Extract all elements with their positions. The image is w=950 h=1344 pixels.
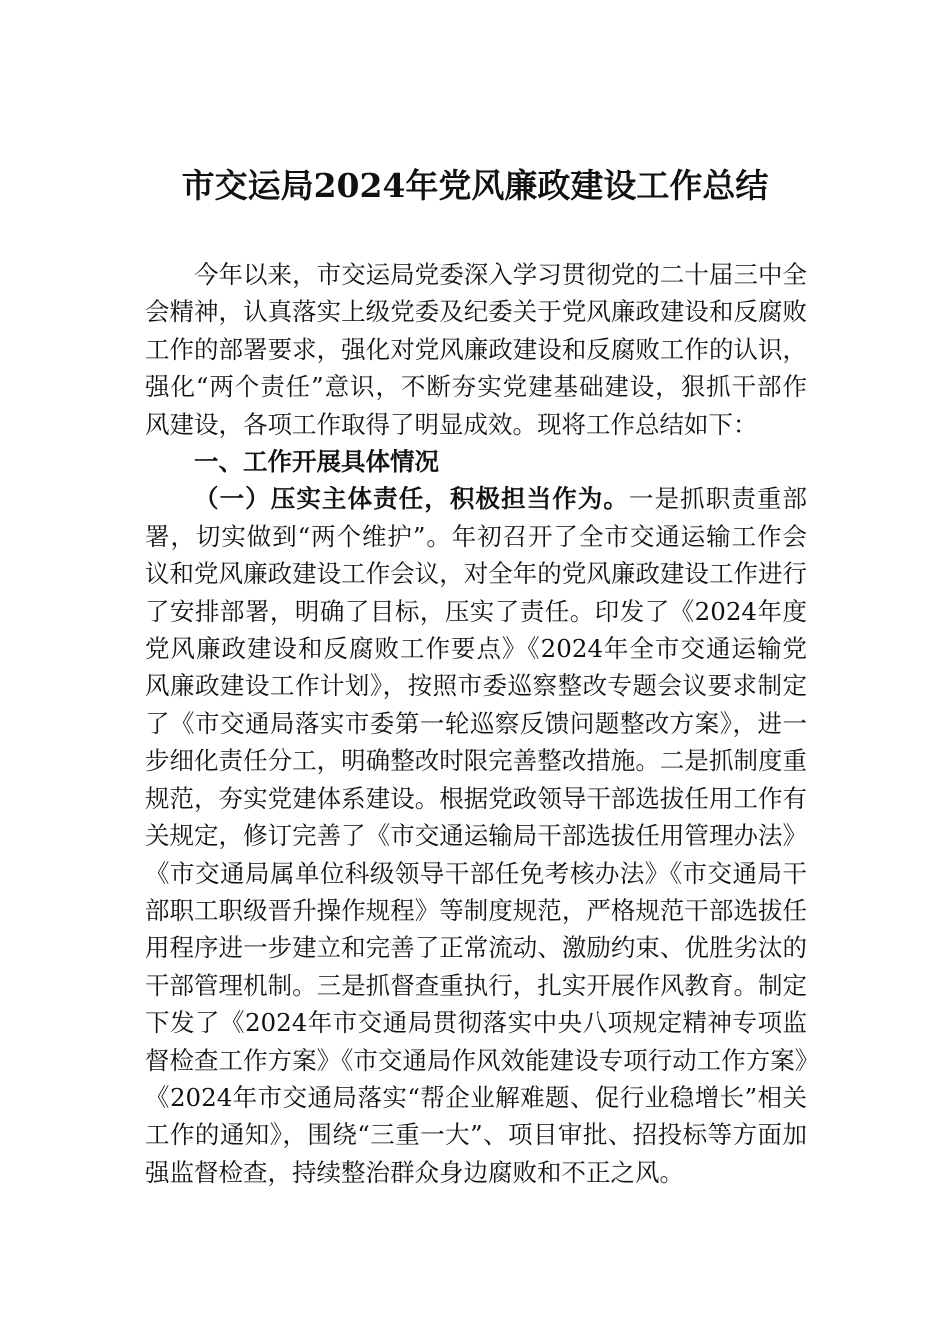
subsection-body: 一是抓职责重部署，切实做到“两个维护”。年初召开了全市交通运输工作会议和党风廉政建设工作会议，对全年的党风廉政建设工作进行了安排部署，明确了目标，压实了责任。印发了《2024年度党风廉政建设和反腐败工作要点》《2024年全市交通运输党风廉政建设工作计划》，按照市委巡察整改专题会议要求制定了《市交通局落实市委第一轮巡察反馈问题整改方案》，进一步细化责任分工，明确整改时限完善整改措施。二是抓制度重规范，夯实党建体系建设。根据党政领导干部选拔任用工作有关规定，修订完善了《市交通运输局干部选拔任用管理办法》《市交通局属单位科级领导干部任免考核办法》《市交通局干部职工职级晋升操作规程》等制度规范，严格规范干部选拔任用程序进一步建立和完善了正常流动、激励约束、优胜劣汰的干部管理机制。三是抓督查重执行，扎实开展作风教育。制定下发了《2024年市交通局贯彻落实中央八项规定精神专项监督检查工作方案》《市交通局作风效能建设专项行动工作方案》《2024年市交通局落实“帮企业解难题、促行业稳增长”相关工作的通知》，围绕“三重一大”、项目审批、招投标等方面加强监督检查，持续整治群众身边腐败和不正之风。 (145, 484, 808, 1187)
document-body (145, 256, 807, 1191)
subsection-lead: （一）压实主体责任，积极担当作为。 (194, 484, 629, 514)
document-title: 市交运局2024年党风廉政建设工作总结 (181, 166, 769, 205)
subsection-paragraph (145, 480, 807, 1191)
section-heading: 一、工作开展具体情况 (194, 447, 439, 477)
intro-paragraph: 今年以来，市交运局党委深入学习贯彻党的二十届三中全会精神，认真落实上级党委及纪委关于党风廉政建设和反腐败工作的部署要求，强化对党风廉政建设和反腐败工作的认识，强化“两个责任”意识，不断夯实党建基础建设，狠抓干部作风建设，各项工作取得了明显成效。现将工作总结如下： (145, 260, 807, 439)
